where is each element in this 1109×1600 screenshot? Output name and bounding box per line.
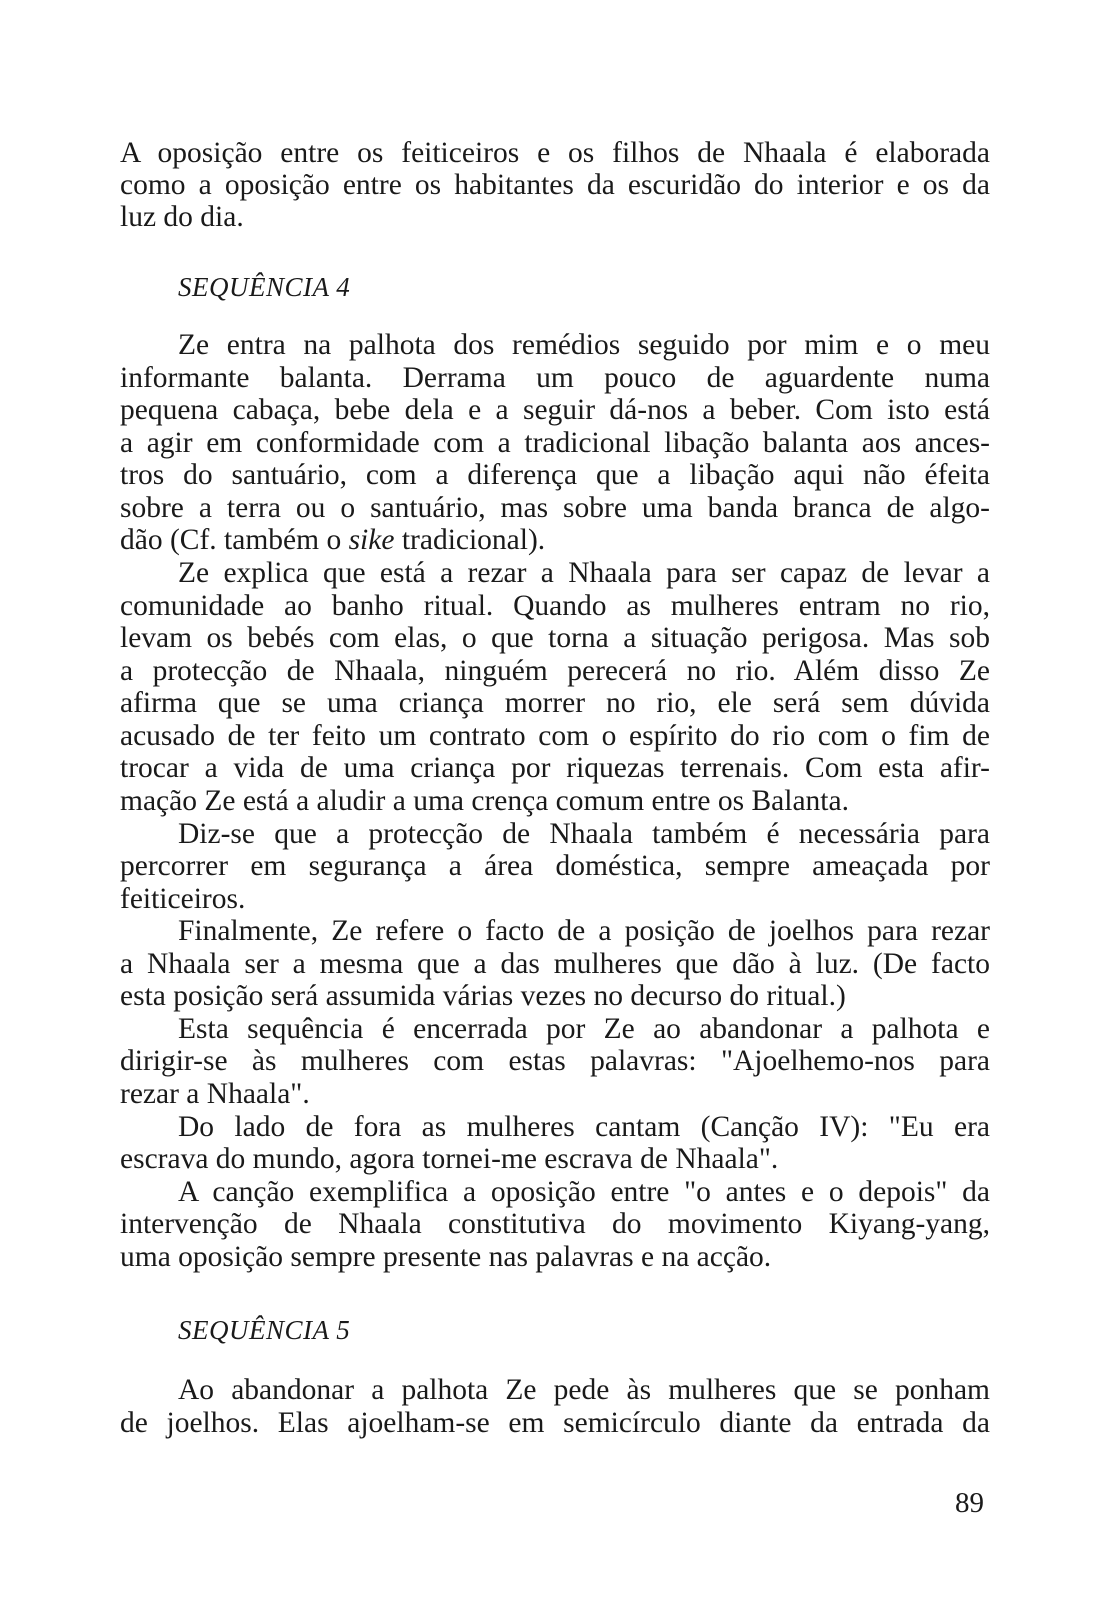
s4-p6-line-2: escrava do mundo, agora tornei-me escrava de Nhaala". bbox=[120, 1143, 779, 1175]
s5-p1-line-2: de joelhos. Elas ajoelham-se em semicírculo diante da entrada da bbox=[120, 1407, 990, 1439]
s4-p4-line-3: esta posição será assumida várias vezes no decurso do ritual.) bbox=[120, 980, 846, 1012]
intro-line-1: A oposição entre os feiticeiros e os filhos de Nhaala é elaborada bbox=[120, 137, 990, 169]
s4-p4-line-1: Finalmente, Ze refere o facto de a posição de joelhos para rezar bbox=[178, 915, 990, 947]
sike-term: sike bbox=[348, 524, 395, 556]
s4-p5-line-2: dirigir-se às mulheres com estas palavras: "Ajoelhemo-nos para bbox=[120, 1045, 990, 1077]
s4-p1-line-7-post: tradicional). bbox=[394, 524, 546, 556]
s4-p3-line-2: percorrer em segurança a área doméstica, sempre ameaçada por bbox=[120, 850, 990, 882]
intro-line-2: como a oposição entre os habitantes da escuridão do interior e os da bbox=[120, 169, 990, 201]
s4-p1-line-7 bbox=[120, 523, 990, 557]
s5-p1-line-1: Ao abandonar a palhota Ze pede às mulheres que se ponham bbox=[178, 1374, 990, 1406]
s4-p1-line-6: sobre a terra ou o santuário, mas sobre uma banda branca de algo- bbox=[120, 492, 990, 524]
s4-p2-line-7: trocar a vida de uma criança por riquezas terrenais. Com esta afir- bbox=[120, 752, 990, 784]
s4-p2-line-4: a protecção de Nhaala, ninguém perecerá no rio. Além disso Ze bbox=[120, 655, 990, 687]
s4-p2-line-1: Ze explica que está a rezar a Nhaala para ser capaz de levar a bbox=[178, 557, 990, 589]
s4-p7-line-2: intervenção de Nhaala constitutiva do movimento Kiyang-yang, bbox=[120, 1208, 990, 1240]
page-body bbox=[120, 0, 990, 1600]
section-5-heading: SEQUÊNCIA 5 bbox=[178, 1315, 351, 1345]
s4-p5-line-3: rezar a Nhaala". bbox=[120, 1078, 310, 1110]
intro-line-3: luz do dia. bbox=[120, 201, 244, 233]
s4-p1-line-7-pre: dão (Cf. também o bbox=[120, 524, 349, 556]
s4-p1-line-5: tros do santuário, com a diferença que a libação aqui não éfeita bbox=[120, 459, 990, 491]
s4-p5-line-1: Esta sequência é encerrada por Ze ao abandonar a palhota e bbox=[178, 1013, 990, 1045]
s4-p2-line-6: acusado de ter feito um contrato com o espírito do rio com o fim de bbox=[120, 720, 990, 752]
s4-p4-line-2: a Nhaala ser a mesma que a das mulheres que dão à luz. (De facto bbox=[120, 948, 990, 980]
s4-p2-line-5: afirma que se uma criança morrer no rio, ele será sem dúvida bbox=[120, 687, 990, 719]
s4-p2-line-3: levam os bebés com elas, o que torna a situação perigosa. Mas sob bbox=[120, 622, 990, 654]
s4-p1-line-2: informante balanta. Derrama um pouco de aguardente numa bbox=[120, 362, 990, 394]
page-number: 89 bbox=[955, 1487, 984, 1519]
s4-p7-line-3: uma oposição sempre presente nas palavras e na acção. bbox=[120, 1241, 772, 1273]
section-4-heading: SEQUÊNCIA 4 bbox=[178, 272, 351, 302]
s4-p2-line-8: mação Ze está a aludir a uma crença comum entre os Balanta. bbox=[120, 785, 849, 817]
s4-p2-line-2: comunidade ao banho ritual. Quando as mulheres entram no rio, bbox=[120, 590, 990, 622]
s4-p7-line-1: A canção exemplifica a oposição entre "o antes e o depois" da bbox=[178, 1176, 990, 1208]
s4-p3-line-1: Diz-se que a protecção de Nhaala também é necessária para bbox=[178, 818, 990, 850]
s4-p6-line-1: Do lado de fora as mulheres cantam (Canção IV): "Eu era bbox=[178, 1111, 990, 1143]
s4-p1-line-4: a agir em conformidade com a tradicional libação balanta aos ances- bbox=[120, 427, 990, 459]
s4-p1-line-3: pequena cabaça, bebe dela e a seguir dá-nos a beber. Com isto está bbox=[120, 394, 990, 426]
s4-p1-line-1: Ze entra na palhota dos remédios seguido por mim e o meu bbox=[178, 329, 990, 361]
s4-p3-line-3: feiticeiros. bbox=[120, 883, 246, 915]
